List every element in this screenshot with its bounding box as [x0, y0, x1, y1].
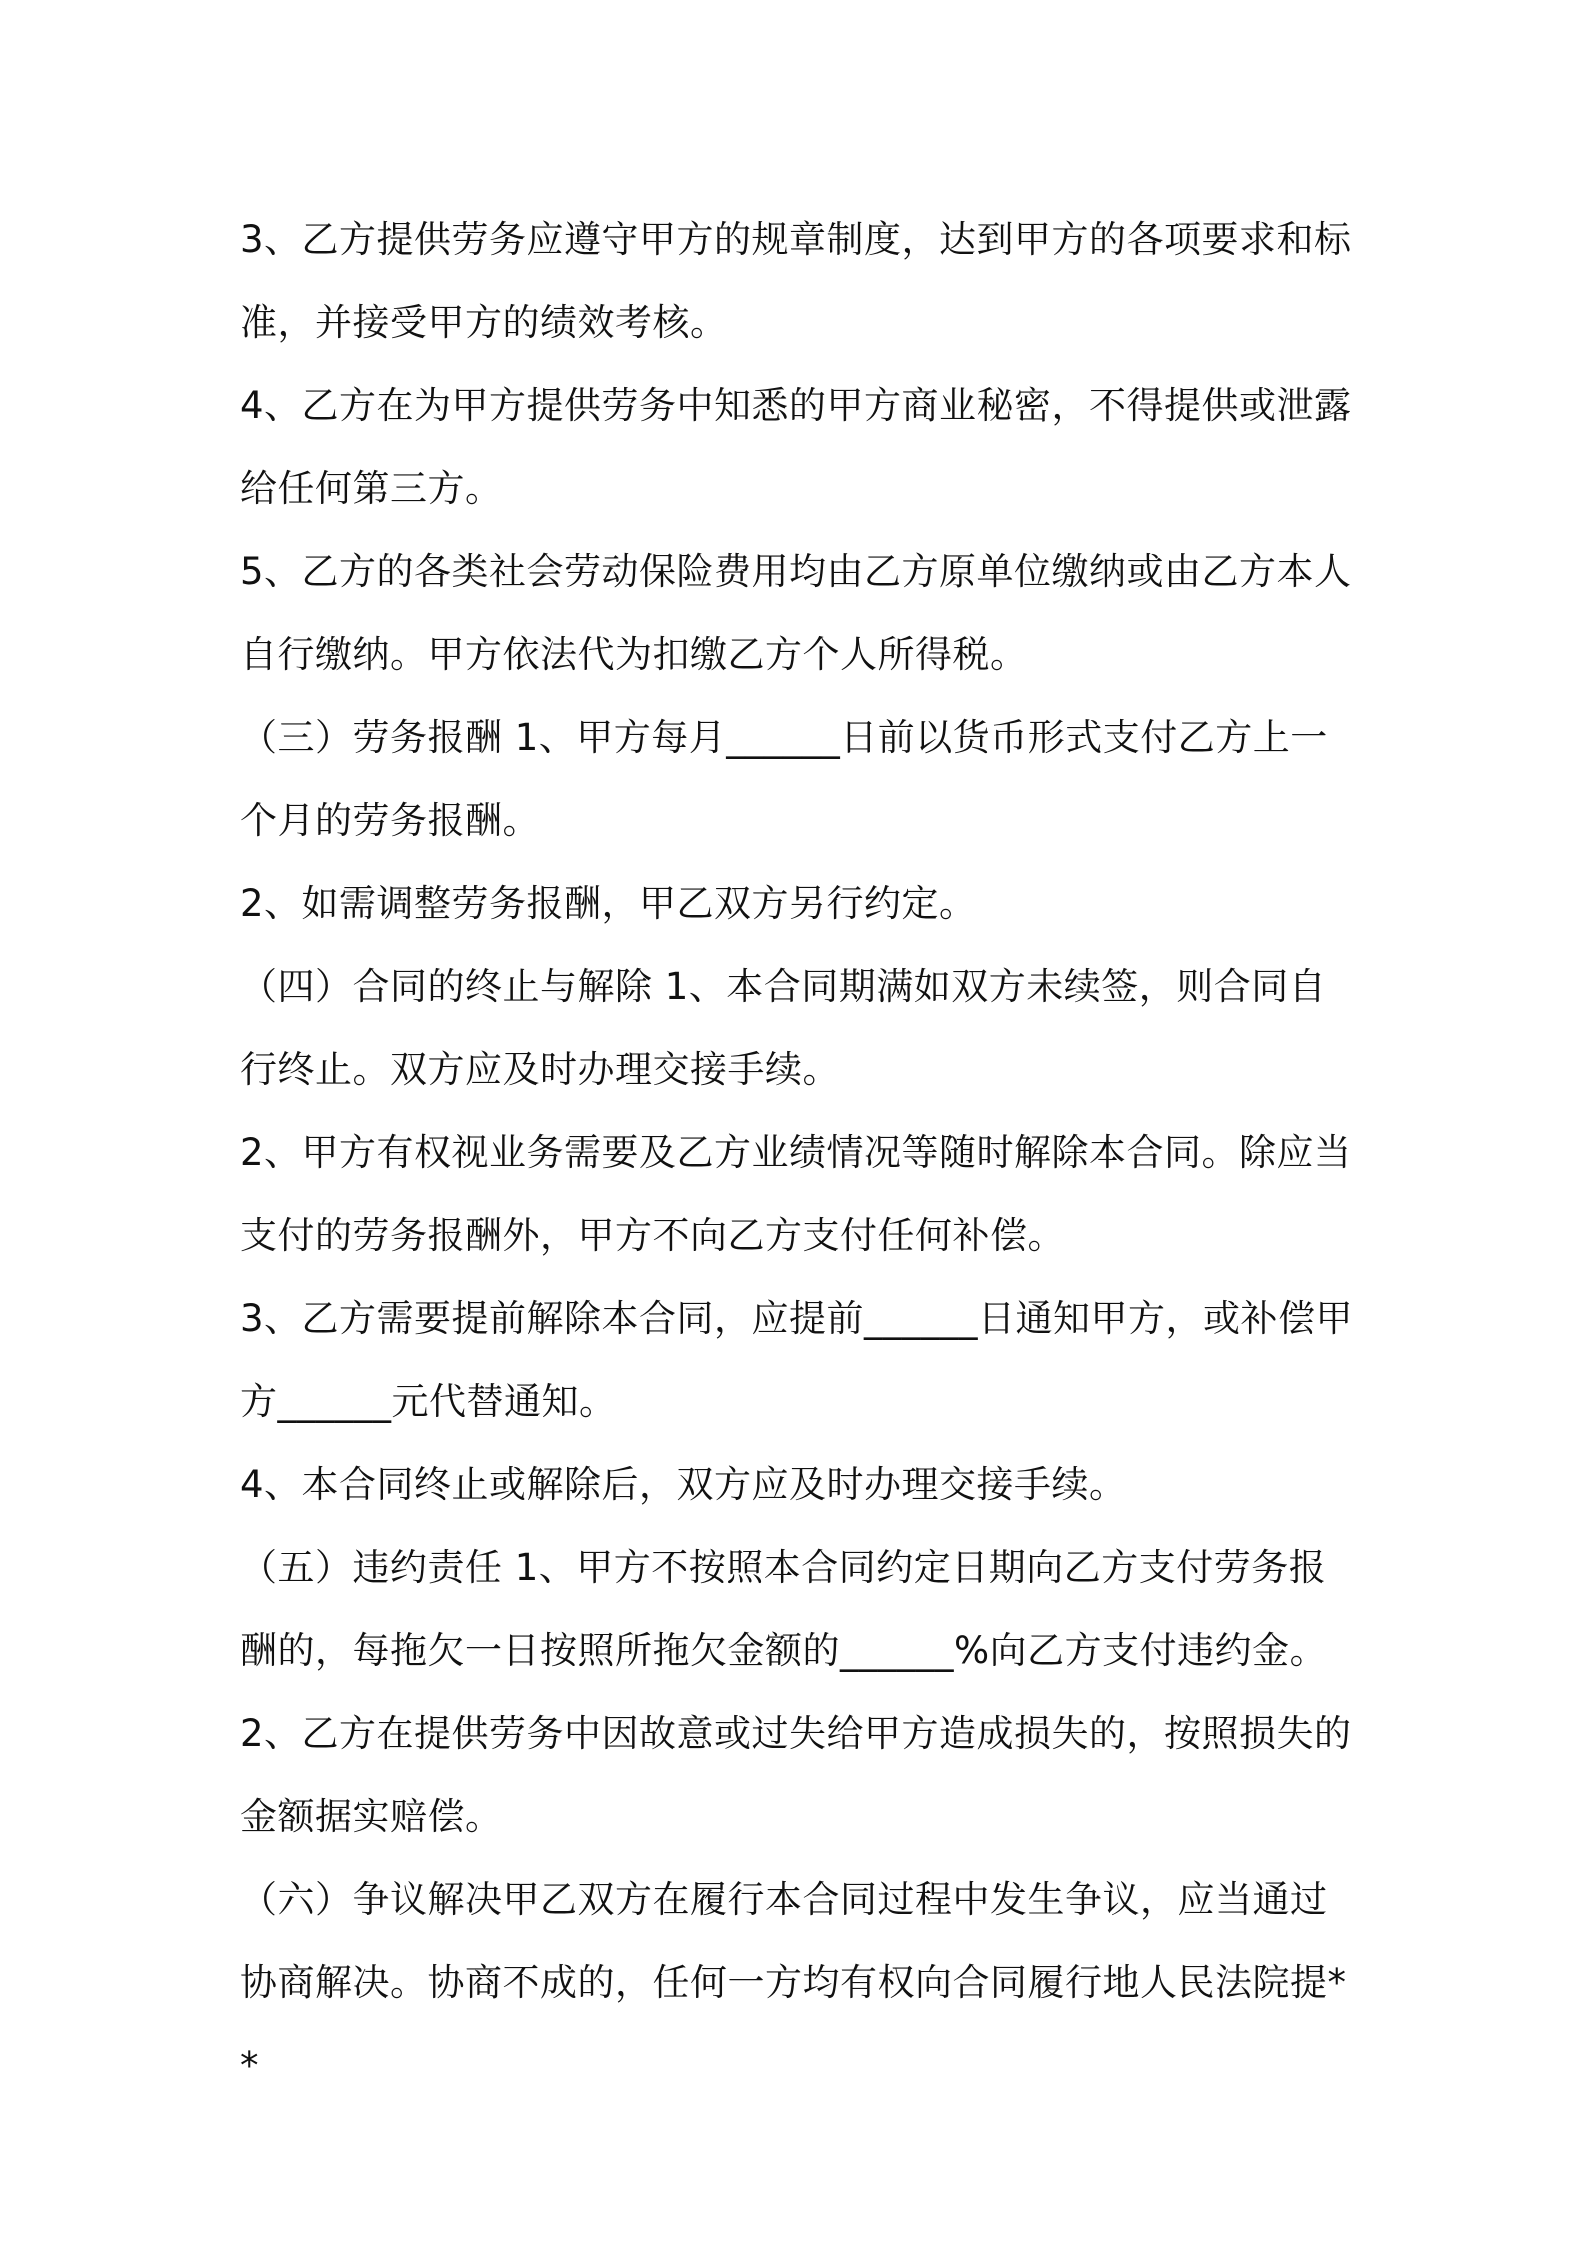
contract-body: [240, 198, 1360, 2107]
section-paragraph: （六）争议解决甲乙双方在履行本合同过程中发生争议，应当通过协商解决。协商不成的，任何一方均有权向合同履行地人民法院提**: [240, 1878, 1347, 2087]
clause-paragraph: 5、乙方的各类社会劳动保险费用均由乙方原单位缴纳或由乙方本人自行缴纳。甲方依法代为扣缴乙方个人所得税。: [240, 550, 1352, 676]
clause-paragraph: 2、如需调整劳务报酬，甲乙双方另行约定。: [240, 882, 977, 925]
clause-paragraph: 4、乙方在为甲方提供劳务中知悉的甲方商业秘密，不得提供或泄露给任何第三方。: [240, 384, 1352, 510]
section-paragraph: （四）合同的终止与解除 1、本合同期满如双方未续签，则合同自行终止。双方应及时办理交接手续。: [240, 965, 1327, 1091]
clause-paragraph: 3、乙方提供劳务应遵守甲方的规章制度，达到甲方的各项要求和标准，并接受甲方的绩效考核。: [240, 218, 1352, 344]
clause-paragraph: 2、甲方有权视业务需要及乙方业绩情况等随时解除本合同。除应当支付的劳务报酬外，甲方不向乙方支付任何补偿。: [240, 1131, 1352, 1257]
clause-paragraph: 3、乙方需要提前解除本合同，应提前______日通知甲方，或补偿甲方______元代替通知。: [240, 1297, 1354, 1423]
clause-paragraph: 2、乙方在提供劳务中因故意或过失给甲方造成损失的，按照损失的金额据实赔偿。: [240, 1712, 1352, 1838]
section-paragraph: （三）劳务报酬 1、甲方每月______日前以货币形式支付乙方上一个月的劳务报酬。: [240, 716, 1328, 842]
clause-paragraph: 4、本合同终止或解除后，双方应及时办理交接手续。: [240, 1463, 1127, 1506]
section-paragraph: （五）违约责任 1、甲方不按照本合同约定日期向乙方支付劳务报酬的，每拖欠一日按照所拖欠金额的______%向乙方支付违约金。: [240, 1546, 1328, 1672]
